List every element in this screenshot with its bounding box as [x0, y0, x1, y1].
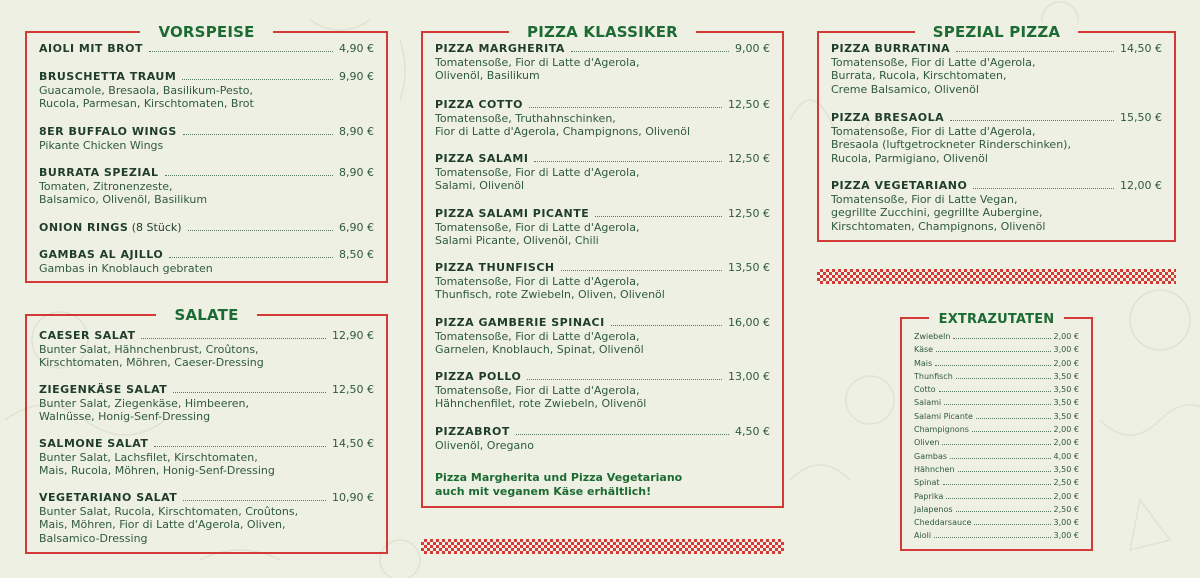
vegan-note-line: auch mit veganem Käse erhältlich! — [435, 485, 652, 498]
extra-item-price: 2,50 € — [1053, 478, 1079, 488]
item-description: Balsamico, Olivenöl, Basilikum — [39, 193, 208, 206]
item-price: 16,00 € — [728, 316, 770, 329]
leader-dots — [149, 51, 333, 52]
leader-dots — [154, 446, 326, 447]
item-price: 12,50 € — [728, 98, 770, 111]
menu-item — [39, 166, 374, 207]
extra-item-price: 4,00 € — [1053, 451, 1079, 461]
item-name: PIZZA THUNFISCH — [435, 261, 555, 274]
extra-item — [914, 529, 1079, 542]
item-price: 4,50 € — [735, 425, 770, 438]
item-description: Olivenöl, Oregano — [435, 438, 534, 452]
item-name: PIZZA BRESAOLA — [831, 111, 945, 124]
leader-dots — [953, 338, 1050, 339]
checkered-strip — [817, 269, 1176, 284]
item-price: 6,90 € — [339, 221, 374, 234]
menu-item — [831, 42, 1162, 96]
menu-item — [435, 370, 770, 411]
item-description: Kirschtomaten, Möhren, Caeser-Dressing — [39, 356, 264, 369]
item-description: Balsamico-Dressing — [39, 531, 148, 545]
menu-item — [831, 111, 1162, 165]
pizza-klassiker-title: PIZZA KLASSIKER — [509, 22, 696, 42]
extrazutaten-box — [900, 312, 1093, 551]
item-name: BURRATA SPEZIAL — [39, 166, 159, 179]
extrazutaten-list — [914, 330, 1079, 543]
leader-dots — [561, 270, 722, 271]
vegan-note — [435, 471, 682, 499]
extra-item-price: 2,00 € — [1053, 358, 1079, 368]
menu-item — [39, 491, 374, 545]
menu-item — [39, 70, 374, 111]
menu-item — [435, 42, 770, 83]
item-description: Bunter Salat, Hähnchenbrust, Croûtons, — [39, 342, 259, 356]
item-name: BRUSCHETTA TRAUM — [39, 70, 177, 83]
extra-item — [914, 516, 1079, 529]
item-description: Rucola, Parmesan, Kirschtomaten, Brot — [39, 97, 254, 110]
extra-item-price: 3,00 € — [1053, 518, 1079, 528]
leader-dots — [956, 51, 1114, 52]
item-name: VEGETARIANO SALAT — [39, 491, 178, 504]
extra-item — [914, 343, 1079, 356]
extra-item-name: Hähnchen — [914, 464, 955, 474]
item-name: PIZZA VEGETARIANO — [831, 179, 968, 192]
leader-dots — [936, 351, 1050, 352]
item-price: 15,50 € — [1120, 111, 1162, 124]
extra-item — [914, 503, 1079, 516]
leader-dots — [516, 434, 729, 435]
extra-item-price: 2,00 € — [1053, 491, 1079, 501]
item-description: Salami, Olivenöl — [435, 179, 525, 192]
item-description: Tomatensoße, Fior di Latte d'Agerola, — [435, 220, 640, 234]
item-description: Bunter Salat, Rucola, Kirschtomaten, Croûtons, — [39, 504, 299, 518]
extra-item-name: Jalapenos — [914, 504, 953, 514]
item-description: Garnelen, Knoblauch, Spinat, Olivenöl — [435, 343, 644, 356]
extra-item-price: 2,00 € — [1053, 438, 1079, 448]
extra-item — [914, 423, 1079, 436]
item-description: Guacamole, Bresaola, Basilikum-Pesto, — [39, 83, 254, 97]
pizza-klassiker-box — [421, 23, 784, 508]
extra-item-name: Salami Picante — [914, 411, 973, 421]
extra-item — [914, 436, 1079, 449]
extra-item — [914, 476, 1079, 489]
menu-item — [435, 261, 770, 302]
item-description: Bresaola (luftgetrockneter Rinderschinken), — [831, 138, 1071, 151]
extra-item-price: 3,50 € — [1053, 411, 1079, 421]
extra-item-price: 3,00 € — [1053, 345, 1079, 355]
leader-dots — [973, 188, 1114, 189]
menu-item — [39, 437, 374, 478]
item-description: Mais, Möhren, Fior di Latte d'Agerola, Oliven, — [39, 518, 286, 531]
item-description: gegrillte Zucchini, gegrillte Aubergine, — [831, 206, 1043, 219]
extra-item-name: Oliven — [914, 438, 940, 448]
item-description: Thunfisch, rote Zwiebeln, Oliven, Olivenöl — [435, 288, 665, 301]
leader-dots — [183, 500, 326, 501]
leader-dots — [141, 338, 326, 339]
leader-dots — [534, 161, 722, 162]
extra-item — [914, 463, 1079, 476]
extra-item-name: Zwiebeln — [914, 332, 951, 341]
item-description: Hähnchenfilet, rote Zwiebeln, Olivenöl — [435, 397, 647, 410]
extra-item-name: Cotto — [914, 385, 936, 395]
item-name: 8ER BUFFALO WINGS — [39, 125, 177, 138]
item-price: 12,00 € — [1120, 179, 1162, 192]
menu-item — [39, 329, 374, 370]
leader-dots — [935, 365, 1050, 366]
menu-item — [435, 98, 770, 139]
item-price: 13,00 € — [728, 370, 770, 383]
item-price: 13,50 € — [728, 261, 770, 274]
item-name: PIZZABROT — [435, 425, 510, 438]
item-name — [39, 221, 182, 235]
spezial-pizza-box — [817, 23, 1176, 242]
item-description: Mais, Rucola, Möhren, Honig-Senf-Dressing — [39, 464, 275, 477]
item-name: AIOLI MIT BROT — [39, 42, 143, 55]
item-name: ZIEGENKÄSE SALAT — [39, 383, 168, 396]
extra-item-name: Salami — [914, 398, 942, 408]
item-name: PIZZA SALAMI PICANTE — [435, 207, 590, 220]
menu-item — [435, 152, 770, 193]
leader-dots — [595, 216, 722, 217]
extra-item-name: Paprika — [914, 491, 944, 501]
item-name: GAMBAS AL AJILLO — [39, 248, 164, 261]
item-description: Tomatensoße, Fior di Latte d'Agerola, — [831, 55, 1036, 69]
item-name: PIZZA BURRATINA — [831, 42, 951, 55]
checkered-strip — [421, 539, 784, 554]
extra-item-price: 2,00 € — [1053, 425, 1079, 435]
menu-item — [39, 221, 374, 235]
leader-dots — [939, 391, 1051, 392]
item-description: Creme Balsamico, Olivenöl — [831, 82, 979, 96]
item-price: 8,90 € — [339, 125, 374, 138]
item-description: Tomatensoße, Fior di Latte d'Agerola, — [435, 55, 640, 69]
item-portion: (8 Stück) — [128, 221, 182, 234]
item-price: 12,90 € — [332, 329, 374, 342]
extra-item-price: 3,50 € — [1053, 398, 1079, 408]
menu-item — [39, 383, 374, 424]
item-description: Fior di Latte d'Agerola, Champignons, Olivenöl — [435, 125, 691, 138]
item-description: Bunter Salat, Lachsfilet, Kirschtomaten, — [39, 450, 258, 464]
item-description: Tomaten, Zitronenzeste, — [39, 179, 173, 193]
leader-dots — [956, 378, 1051, 379]
item-name: SALMONE SALAT — [39, 437, 149, 450]
extra-item-name: Spinat — [914, 478, 940, 488]
item-description: Tomatensoße, Fior di Latte d'Agerola, — [435, 274, 640, 288]
menu-item — [435, 207, 770, 248]
leader-dots — [527, 379, 722, 380]
item-name: PIZZA GAMBERIE SPINACI — [435, 316, 605, 329]
item-name: PIZZA POLLO — [435, 370, 522, 383]
leader-dots — [183, 134, 333, 135]
leader-dots — [944, 404, 1050, 405]
extra-item — [914, 357, 1079, 370]
item-description: Tomatensoße, Fior di Latte d'Agerola, — [831, 124, 1036, 138]
extra-item — [914, 330, 1079, 343]
extra-item — [914, 383, 1079, 396]
extra-item — [914, 490, 1079, 503]
item-price: 12,50 € — [728, 152, 770, 165]
menu-item — [831, 179, 1162, 233]
leader-dots — [946, 498, 1050, 499]
leader-dots — [529, 107, 722, 108]
item-description: Bunter Salat, Ziegenkäse, Himbeeren, — [39, 396, 249, 410]
item-description: Kirschtomaten, Champignons, Olivenöl — [831, 219, 1046, 233]
extra-item-name: Aioli — [914, 531, 932, 541]
leader-dots — [950, 458, 1051, 459]
item-description: Tomatensoße, Fior di Latte d'Agerola, — [435, 383, 640, 397]
item-description: Salami Picante, Olivenöl, Chili — [435, 234, 599, 247]
vegan-note-line: Pizza Margherita und Pizza Vegetariano — [435, 471, 683, 484]
item-description: Gambas in Knoblauch gebraten — [39, 261, 213, 275]
spezial-pizza-title: SPEZIAL PIZZA — [915, 22, 1078, 42]
menu-item — [435, 425, 770, 452]
extrazutaten-title: EXTRAZUTATEN — [929, 310, 1065, 330]
extra-item-name: Champignons — [914, 425, 969, 435]
leader-dots — [182, 79, 333, 80]
extra-item-name: Käse — [914, 345, 934, 355]
menu-item — [435, 316, 770, 357]
extra-item-name: Thunfisch — [914, 371, 953, 381]
leader-dots — [942, 444, 1050, 445]
leader-dots — [934, 537, 1051, 538]
leader-dots — [173, 392, 326, 393]
item-price: 9,00 € — [735, 42, 770, 55]
vorspeise-box — [25, 23, 388, 283]
item-price: 12,50 € — [332, 383, 374, 396]
item-price: 9,90 € — [339, 70, 374, 83]
leader-dots — [950, 120, 1114, 121]
item-description: Burrata, Rucola, Kirschtomaten, — [831, 69, 1007, 82]
extra-item-price: 2,00 € — [1053, 332, 1079, 341]
leader-dots — [972, 431, 1051, 432]
extra-item — [914, 450, 1079, 463]
extra-item — [914, 370, 1079, 383]
leader-dots — [188, 230, 333, 231]
item-name: CAESER SALAT — [39, 329, 136, 342]
item-name-text: ONION RINGS — [39, 221, 129, 234]
item-description: Pikante Chicken Wings — [39, 138, 164, 152]
item-price: 14,50 € — [332, 437, 374, 450]
item-description: Tomatensoße, Truthahnschinken, — [435, 111, 616, 125]
vorspeise-title: VORSPEISE — [140, 22, 272, 42]
item-description: Rucola, Parmigiano, Olivenöl — [831, 151, 988, 165]
item-price: 8,50 € — [339, 248, 374, 261]
item-price: 14,50 € — [1120, 42, 1162, 55]
extra-item-price: 3,50 € — [1053, 464, 1079, 474]
extra-item-price: 2,50 € — [1053, 504, 1079, 514]
item-name: PIZZA SALAMI — [435, 152, 529, 165]
salate-title: SALATE — [156, 305, 256, 325]
item-description: Tomatensoße, Fior di Latte Vegan, — [831, 192, 1018, 206]
item-description: Tomatensoße, Fior di Latte d'Agerola, — [435, 329, 640, 343]
leader-dots — [611, 325, 722, 326]
leader-dots — [956, 511, 1051, 512]
extra-item — [914, 396, 1079, 409]
item-description: Walnüsse, Honig-Senf-Dressing — [39, 410, 211, 423]
menu-item — [39, 42, 374, 56]
menu-item — [39, 125, 374, 152]
item-description: Tomatensoße, Fior di Latte d'Agerola, — [435, 165, 640, 179]
extra-item-name: Gambas — [914, 451, 948, 461]
extra-item-price: 3,50 € — [1053, 371, 1079, 381]
extra-item-price: 3,50 € — [1053, 385, 1079, 395]
menu-item — [39, 248, 374, 275]
extra-item-name: Mais — [914, 358, 933, 368]
salate-box — [25, 306, 388, 554]
item-name: PIZZA COTTO — [435, 98, 523, 111]
item-price: 8,90 € — [339, 166, 374, 179]
leader-dots — [976, 418, 1051, 419]
leader-dots — [958, 471, 1051, 472]
item-price: 4,90 € — [339, 42, 374, 55]
leader-dots — [165, 175, 334, 176]
item-description: Olivenöl, Basilikum — [435, 69, 540, 82]
leader-dots — [169, 257, 333, 258]
item-price: 12,50 € — [728, 207, 770, 220]
leader-dots — [974, 524, 1050, 525]
item-price: 10,90 € — [332, 491, 374, 504]
leader-dots — [571, 51, 729, 52]
extra-item-price: 3,00 € — [1053, 531, 1079, 541]
item-name: PIZZA MARGHERITA — [435, 42, 565, 55]
extra-item-name: Cheddarsauce — [914, 518, 972, 528]
leader-dots — [943, 484, 1051, 485]
extra-item — [914, 410, 1079, 423]
